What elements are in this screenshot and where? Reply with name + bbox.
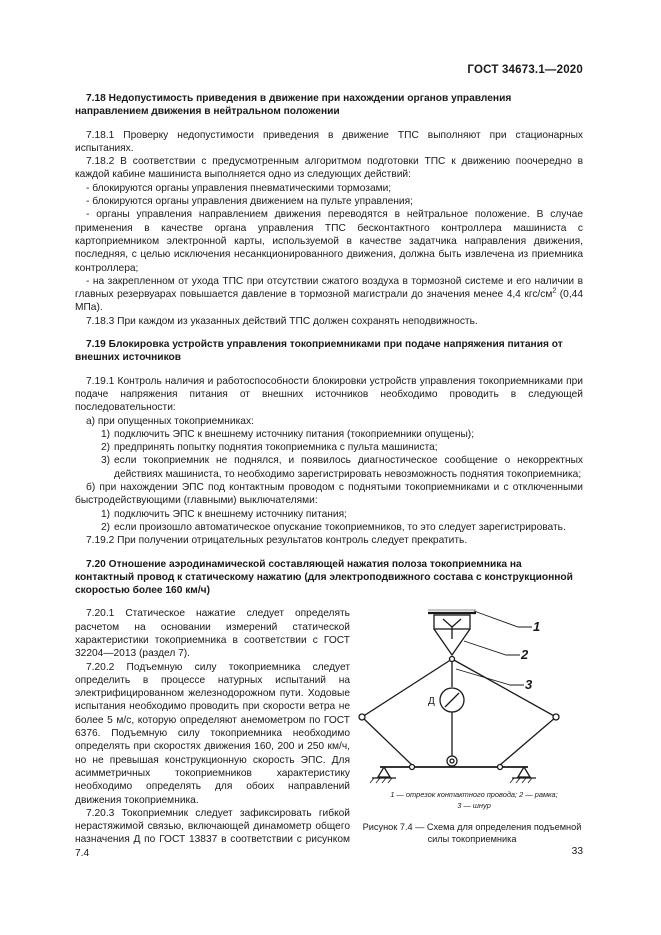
item-text: подключить ЭПС к внешнему источнику питания;	[114, 508, 347, 520]
item-num: 3)	[100, 455, 110, 467]
para-7-20-3: 7.20.3 Токоприемник следует зафиксировать гибкой нерастяжимой связью, включающей динамометр общего назначения Д по ГОСТ 13837 в соответствии с рисунком 7.4	[75, 807, 350, 859]
ground-hatching	[370, 778, 532, 783]
gauge-label: Д	[428, 696, 435, 708]
left-arm	[362, 659, 452, 765]
bullet-3: - органы управления направлением движения переводятся в нейтральное положение. В случае применения в качестве органа управления ТПС бесконтактного контроллера машиниста с картоприемником электронной карты, используемой в качестве задатчика направления движения, последняя, с целью исключения несанкционированного движения, должна быть извлечена из приемника контроллера;	[75, 209, 583, 274]
bullet-4-sup: 2	[552, 287, 557, 295]
figure-legend	[374, 790, 574, 811]
leader-2	[464, 641, 520, 655]
right-joint	[553, 714, 559, 720]
item-text: если токоприемник не поднялся, и появилось диагностическое сообщение о некорректных действиях машиниста, то необходимо зарегистрировать невозможность поднятия токоприемника;	[114, 455, 583, 480]
item-a: а) при опущенных токоприемниках:	[86, 415, 254, 427]
para-7-18-2: 7.18.2 В соответствии с предусмотренным алгоритмом подготовки ТПС к движению поочередно в каждой кабине машиниста выполняется одно из следующих действий:	[75, 156, 583, 181]
figure-caption: Рисунок 7.4 — Схема для определения подъемной силы токоприемника	[362, 822, 582, 845]
section-7-20-title: 7.20 Отношение аэродинамической составляющей нажатия полоза токоприемника на контактный провод к статическому нажатию (для электроподвижного состава с конструкционной скоростью более 160 км/ч)	[75, 558, 573, 597]
left-support	[378, 767, 390, 777]
section-7-18-title: 7.18 Недопустимость приведения в движение при нахождении органов управления направлением движения в нейтральном положении	[75, 93, 512, 118]
left-joint	[359, 714, 365, 720]
bullet-4	[75, 275, 583, 315]
item-b: б) при нахождении ЭПС под контактным проводом с поднятыми токоприемниками и с отключенными быстродействующими (главными) выключателями:	[75, 482, 583, 507]
item-text: подключить ЭПС к внешнему источнику питания (токоприемники опущены);	[114, 428, 475, 440]
bullet-1: - блокируются органы управления пневматическими тормозами;	[86, 182, 392, 194]
two-column-block	[75, 607, 583, 860]
bullet-4-text: - на закрепленном от ухода ТПС при отсутствии сжатого воздуха в тормозной системе и его наличии в главных резервуарах повышается давление в тормозной магистрали до значения менее 4,4 кгс/см	[75, 275, 583, 301]
base-joint-left	[410, 765, 415, 770]
item-b-1	[75, 508, 583, 521]
item-text: если произошло автоматическое опускание токоприемников, то это следует зарегистрировать.	[114, 521, 566, 533]
left-column	[75, 607, 350, 860]
legend-line-1: 1 — отрезок контактного провода; 2 — рамка;	[390, 790, 558, 800]
standard-header: ГОСТ 34673.1—2020	[467, 64, 583, 76]
item-num: 1)	[100, 508, 110, 520]
para-7-20-2: 7.20.2 Подъемную силу токоприемника следует определить в процессе натурных испытаний на электрифицированном железнодорожном пути. Ходовые испытания необходимо проводить при скорости ветра не более 5 м/с, которую определяют анемометром по ГОСТ 6376. Подъемную силу токоприемника необходимо определять при скоростях движения 160, 200 и 250 км/ч, но не превышая конструкционную скорость ЭПС. Для асимметричных токоприемников характеристику необходимо определять для обоих направлений движения токоприемника.	[75, 661, 350, 806]
para-7-19-2: 7.19.2 При получении отрицательных результатов контроль следует прекратить.	[86, 535, 468, 547]
page-number: 33	[571, 846, 583, 857]
item-a-3	[75, 454, 583, 481]
item-num: 1)	[100, 428, 110, 440]
para-7-20-1: 7.20.1 Статическое нажатие следует определять расчетом на основании измерений статической характеристики токоприемника в соответствии с ГОСТ 32204—2013 (раздел 7).	[75, 608, 350, 660]
leader-3	[456, 669, 524, 685]
item-text: предпринять попытку поднятия токоприемника с пульта машиниста;	[114, 442, 438, 454]
item-num: 2)	[100, 521, 110, 533]
section-7-19-title: 7.19 Блокировка устройств управления токоприемниками при подаче напряжения питания от внешних источников	[75, 339, 563, 364]
right-support	[518, 767, 530, 777]
item-num: 2)	[100, 442, 110, 454]
item-b-2	[75, 521, 583, 534]
callout-1: 1	[533, 619, 541, 635]
callout-2: 2	[521, 647, 529, 663]
pan-head	[443, 619, 461, 627]
bullet-2: - блокируются органы управления движением на пульте управления;	[86, 196, 413, 208]
item-a-1	[75, 428, 583, 441]
para-7-18-3: 7.18.3 При каждом из указанных действий ТПС должен сохранять неподвижность.	[86, 315, 478, 327]
top-joint	[450, 657, 455, 662]
base-joint-right	[498, 765, 503, 770]
pulley-hub	[450, 759, 454, 763]
legend-line-2: 3 — шнур	[457, 800, 491, 810]
right-arm	[452, 659, 556, 765]
para-7-18-1: 7.18.1 Проверку недопустимости приведения в движение ТПС выполняют при стационарных испытаниях.	[75, 129, 583, 154]
figure-column	[350, 607, 583, 860]
para-7-19-1: 7.19.1 Контроль наличия и работоспособности блокировки устройств управления токоприемниками при подаче напряжения питания от внешних источников необходимо проводить в следующей последовательности:	[75, 375, 583, 414]
bullet-4-tail: (0,44 МПа).	[75, 289, 583, 314]
callout-3: 3	[525, 677, 533, 693]
item-a-2	[75, 441, 583, 454]
leader-1	[474, 611, 532, 627]
page-body	[75, 92, 583, 860]
